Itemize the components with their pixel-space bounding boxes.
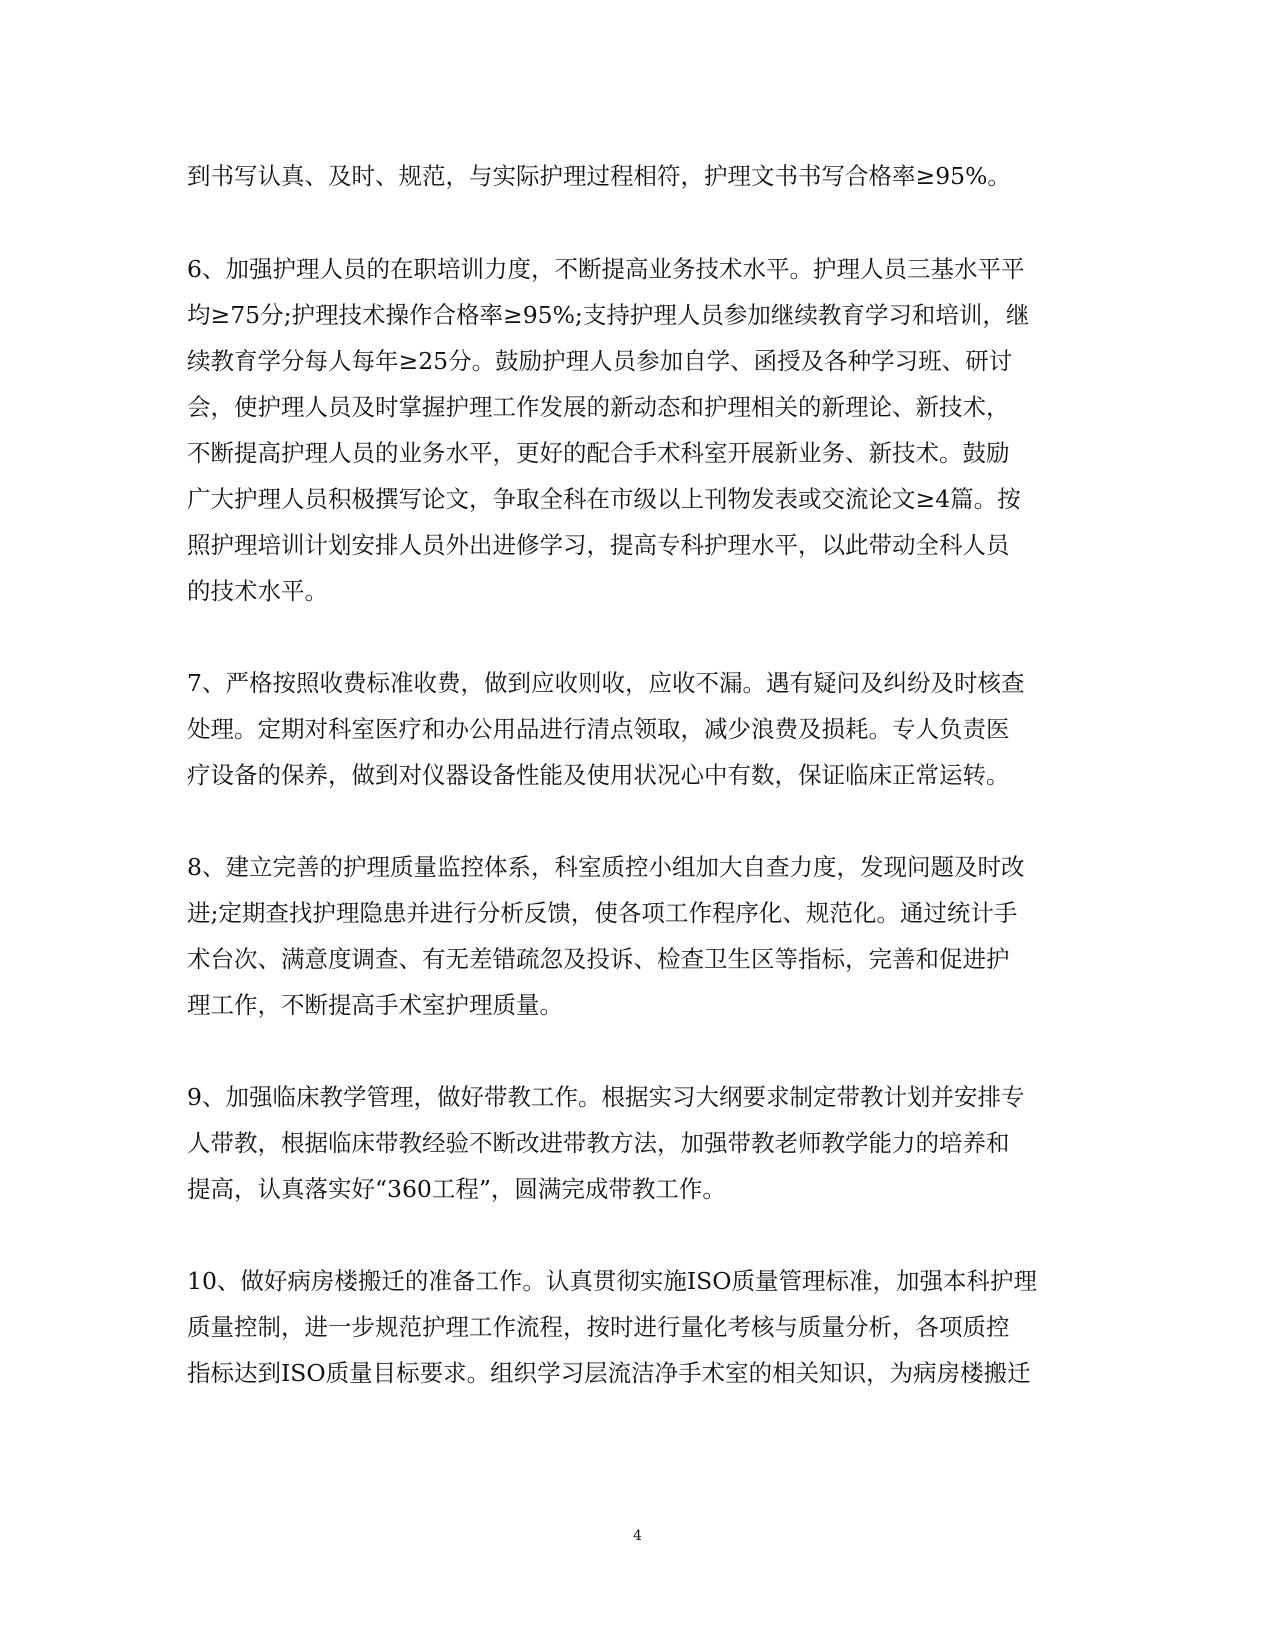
text-line: 续教育学分每人每年≥25分。鼓励护理人员参加自学、函授及各种学习班、研讨	[187, 347, 1013, 375]
text-line: 进;定期查找护理隐患并进行分析反馈，使各项工作程序化、规范化。通过统计手	[187, 899, 1018, 927]
text-line: 处理。定期对科室医疗和办公用品进行清点领取，减少浪费及损耗。专人负责医	[187, 715, 1010, 743]
page-number: 4	[633, 1528, 642, 1544]
text-line: 人带教，根据临床带教经验不断改进带教方法，加强带教老师教学能力的培养和	[187, 1129, 1010, 1157]
text-line: 疗设备的保养，做到对仪器设备性能及使用状况心中有数，保证临床正常运转。	[187, 761, 1010, 789]
text-line: 6、加强护理人员的在职培训力度，不断提高业务技术水平。护理人员三基水平平	[187, 255, 1025, 283]
text-line: 8、建立完善的护理质量监控体系，科室质控小组加大自查力度，发现问题及时改	[187, 853, 1025, 881]
text-line: 质量控制，进一步规范护理工作流程，按时进行量化考核与质量分析，各项质控	[187, 1313, 1010, 1341]
text-line: 不断提高护理人员的业务水平，更好的配合手术科室开展新业务、新技术。鼓励	[187, 439, 1010, 467]
text-line: 均≥75分;护理技术操作合格率≥95%;支持护理人员参加继续教育学习和培训，继	[187, 301, 1030, 329]
text-line: 理工作，不断提高手术室护理质量。	[187, 991, 563, 1019]
text-line: 到书写认真、及时、规范，与实际护理过程相符，护理文书书写合格率≥95%。	[187, 162, 1011, 190]
text-line: 9、加强临床教学管理，做好带教工作。根据实习大纲要求制定带教计划并安排专	[187, 1083, 1025, 1111]
text-line: 广大护理人员积极撰写论文，争取全科在市级以上刊物发表或交流论文≥4篇。按	[187, 485, 1021, 513]
text-line: 10、做好病房楼搬迁的准备工作。认真贯彻实施ISO质量管理标准，加强本科护理	[187, 1267, 1038, 1295]
text-line: 指标达到ISO质量目标要求。组织学习层流洁净手术室的相关知识，为病房楼搬迁	[187, 1359, 1031, 1387]
text-line: 的技术水平。	[187, 577, 328, 605]
text-line: 术台次、满意度调查、有无差错疏忽及投诉、检查卫生区等指标，完善和促进护	[187, 945, 1010, 973]
text-line: 提高，认真落实好“360工程”，圆满完成带教工作。	[187, 1175, 726, 1203]
text-line: 会，使护理人员及时掌握护理工作发展的新动态和护理相关的新理论、新技术，	[187, 393, 1010, 421]
text-line: 照护理培训计划安排人员外出进修学习，提高专科护理水平，以此带动全科人员	[187, 531, 1010, 559]
text-line: 7、严格按照收费标准收费，做到应收则收，应收不漏。遇有疑问及纠纷及时核查	[187, 669, 1025, 697]
